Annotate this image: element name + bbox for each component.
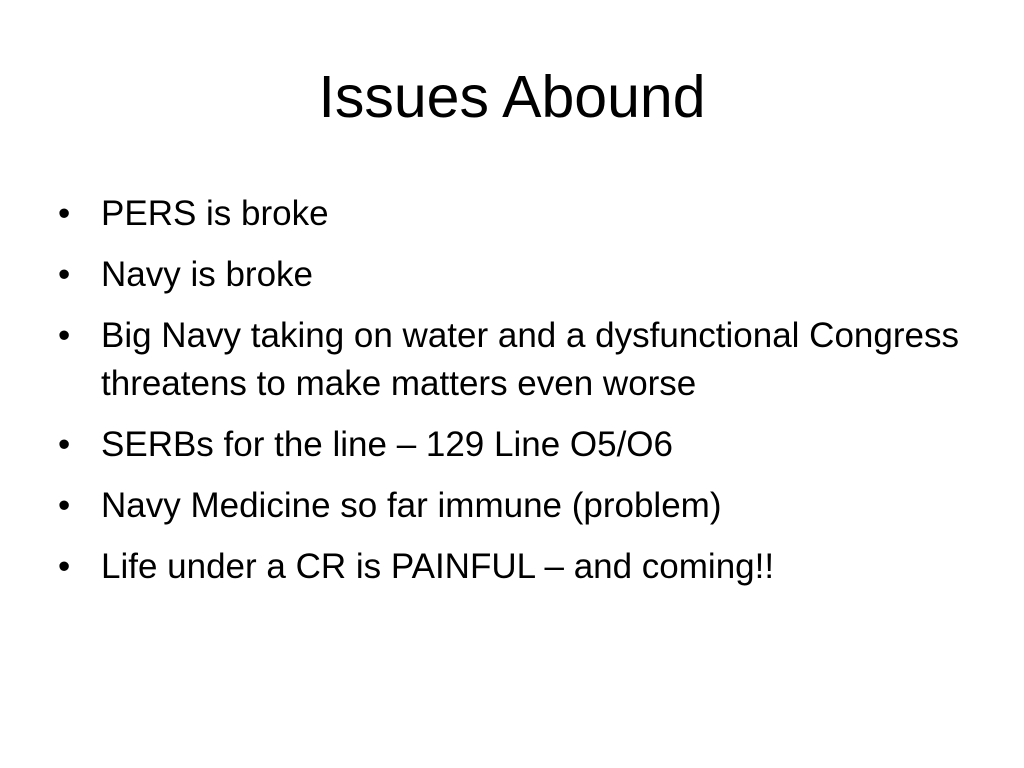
bullet-dot-icon: • [58, 255, 71, 294]
bullet-text: Life under a CR is PAINFUL – and coming!! [101, 547, 775, 586]
bullet-dot-icon: • [58, 194, 71, 233]
bullet-dot-icon: • [58, 486, 71, 525]
bullet-item [58, 421, 978, 469]
bullet-item [58, 543, 978, 591]
bullet-dot-icon: • [58, 425, 71, 464]
bullet-text: Navy Medicine so far immune (problem) [101, 486, 722, 525]
bullet-dot-icon: • [58, 547, 71, 586]
slide-title: Issues Abound [318, 64, 706, 130]
bullet-text: Navy is broke [101, 255, 314, 294]
bullet-item [58, 482, 978, 530]
bullet-item [58, 190, 978, 238]
bullet-list [58, 190, 978, 604]
bullet-item [58, 251, 978, 299]
bullet-text: SERBs for the line – 129 Line O5/O6 [101, 425, 673, 464]
bullet-text: PERS is broke [101, 194, 329, 233]
bullet-dot-icon: • [58, 316, 71, 355]
bullet-text: Big Navy taking on water and a dysfunctional Congress threatens to make matters even worse [101, 316, 959, 403]
bullet-item [58, 312, 978, 408]
